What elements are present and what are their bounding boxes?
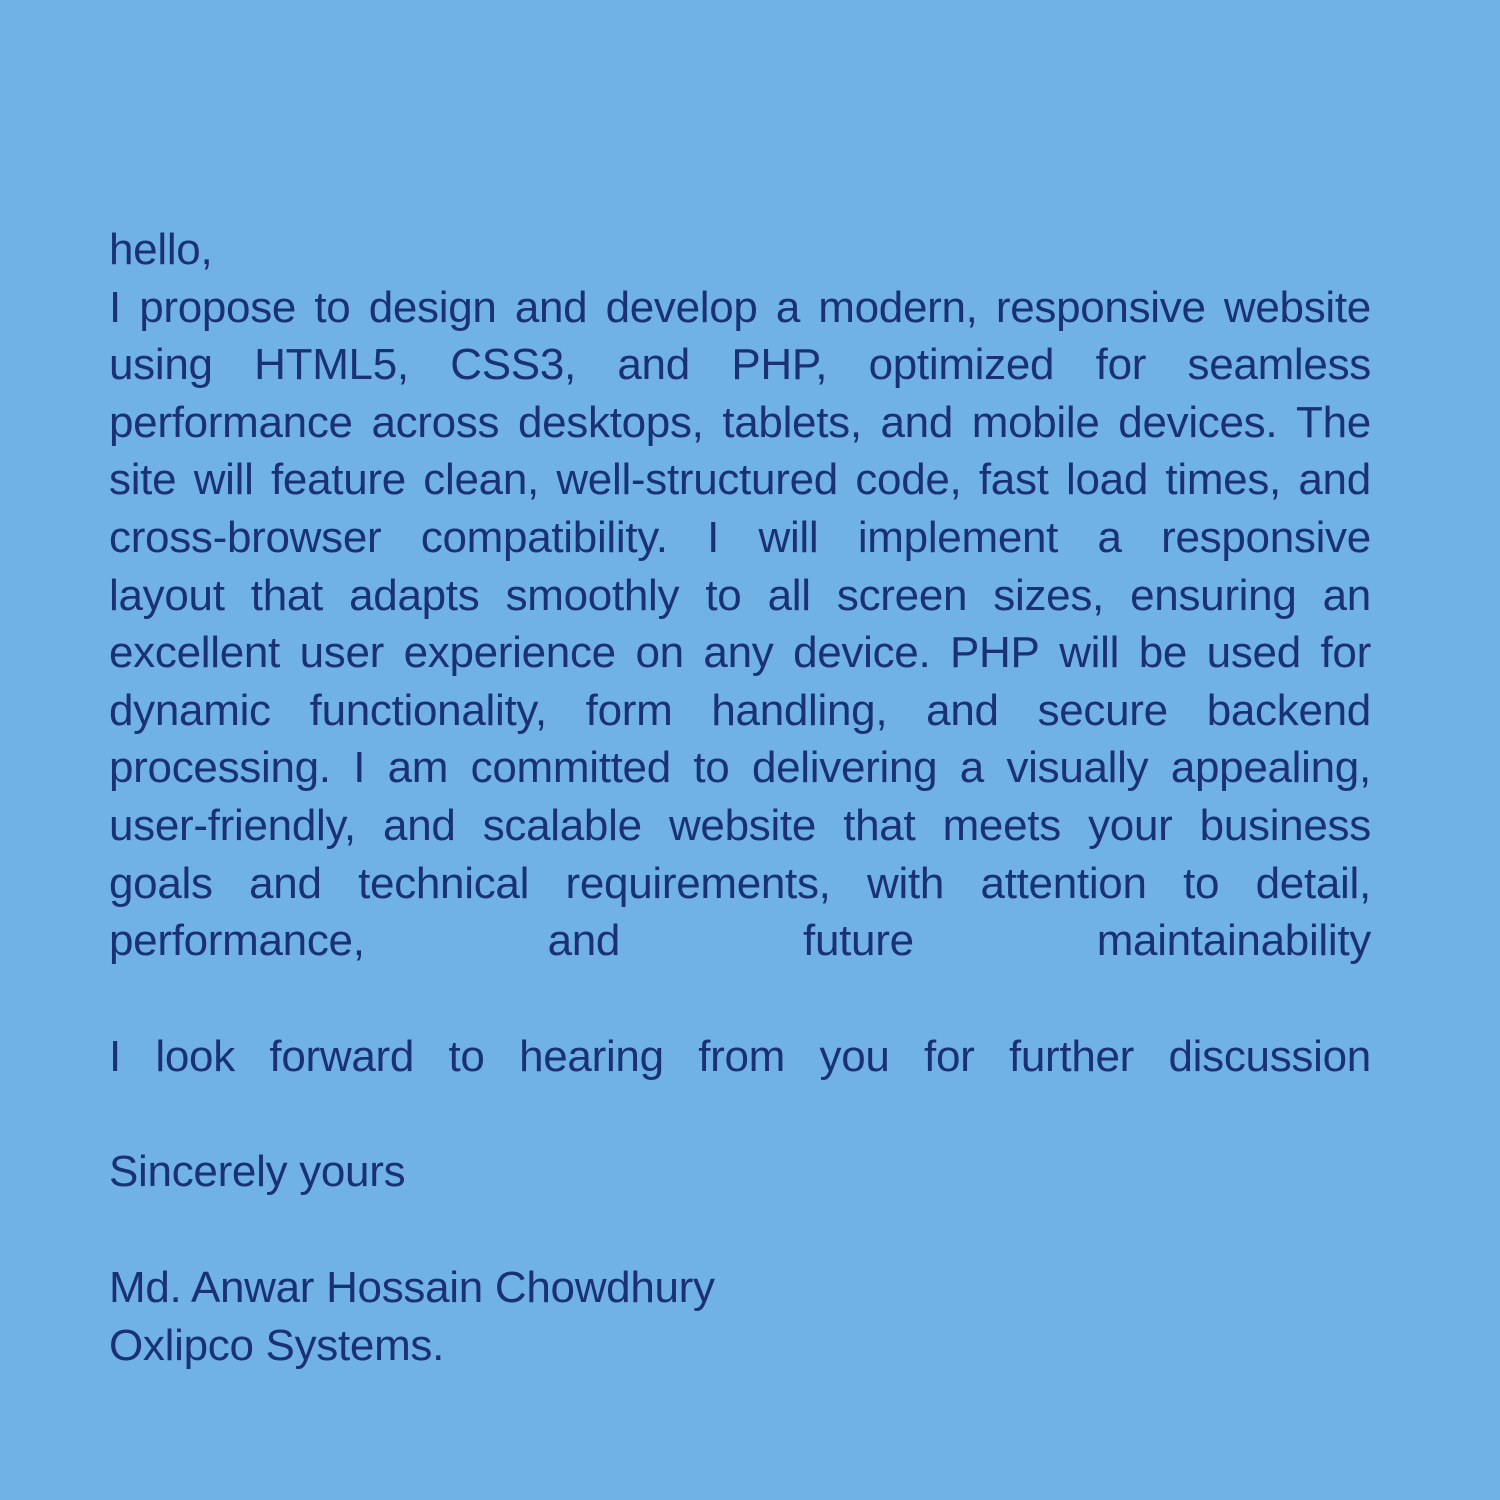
- word: CSS3,: [450, 340, 576, 390]
- word: times,: [1165, 455, 1281, 505]
- word: maintainability: [1096, 916, 1371, 966]
- word: and: [926, 685, 999, 735]
- word: a: [775, 282, 801, 332]
- word: to: [314, 282, 351, 332]
- word: devices.: [1118, 397, 1278, 447]
- word: will: [758, 512, 819, 562]
- body-line-3: [109, 394, 1371, 452]
- word: I: [707, 512, 720, 562]
- word: goals: [109, 858, 213, 908]
- word: responsive: [995, 282, 1206, 332]
- word: sizes,: [993, 570, 1104, 620]
- word: fast: [978, 455, 1049, 505]
- word: design: [368, 282, 497, 332]
- word: compatibility.: [420, 512, 668, 562]
- word: The: [1296, 397, 1371, 447]
- word: develop: [605, 282, 758, 332]
- closing-line: [109, 1028, 1371, 1086]
- word: adapts: [349, 570, 480, 620]
- greeting: hello,: [109, 225, 213, 274]
- word: handling,: [711, 685, 888, 735]
- word: delivering: [751, 743, 938, 793]
- word: cross-browser: [109, 512, 382, 562]
- word: and: [547, 916, 621, 966]
- word: to: [1183, 858, 1220, 908]
- word: HTML5,: [254, 340, 409, 390]
- word: forward: [269, 1031, 415, 1081]
- word: PHP: [950, 628, 1040, 678]
- word: across: [371, 397, 500, 447]
- signature-company: Oxlipco Systems.: [109, 1320, 445, 1370]
- word: excellent: [109, 628, 280, 678]
- body-line-7: [109, 624, 1371, 682]
- word: I: [353, 743, 366, 793]
- word: tablets,: [722, 397, 862, 447]
- word: discussion: [1168, 1031, 1371, 1081]
- word: for: [924, 1031, 975, 1081]
- word: load: [1066, 455, 1149, 505]
- word: screen: [836, 570, 968, 620]
- word: website: [1223, 282, 1371, 332]
- word: for: [1320, 628, 1371, 678]
- word: I: [109, 282, 121, 332]
- word: clean,: [423, 455, 539, 505]
- word: hearing: [519, 1031, 664, 1081]
- word: appealing,: [1170, 743, 1371, 793]
- signoff: Sincerely yours: [109, 1147, 406, 1197]
- paragraph-gap: [109, 1085, 1371, 1143]
- word: and: [514, 282, 588, 332]
- word: responsive: [1161, 512, 1371, 562]
- word: code,: [855, 455, 962, 505]
- word: performance,: [109, 916, 365, 966]
- word: site: [109, 455, 177, 505]
- word: with: [867, 858, 945, 908]
- body-line-11: [109, 855, 1371, 913]
- word: desktops,: [517, 397, 704, 447]
- word: user: [299, 628, 384, 678]
- word: device.: [793, 628, 931, 678]
- word: secure: [1037, 685, 1168, 735]
- word: technical: [358, 858, 530, 908]
- body-line-12: [109, 912, 1371, 970]
- paragraph-gap: [109, 970, 1371, 1028]
- word: that: [843, 800, 916, 850]
- word: a: [1097, 512, 1122, 562]
- word: user-friendly,: [109, 800, 356, 850]
- word: seamless: [1187, 340, 1371, 390]
- word: website: [668, 800, 817, 850]
- word: feature: [271, 455, 406, 505]
- body-line-5: [109, 509, 1371, 567]
- word: implement: [857, 512, 1059, 562]
- word: backend: [1206, 685, 1371, 735]
- word: dynamic: [109, 685, 271, 735]
- word: PHP,: [731, 340, 828, 390]
- word: committed: [470, 743, 671, 793]
- word: visually: [1006, 743, 1149, 793]
- word: a: [959, 743, 984, 793]
- word: to: [705, 570, 742, 620]
- word: will: [1059, 628, 1120, 678]
- body-line-2: [109, 336, 1371, 394]
- word: and: [383, 800, 456, 850]
- word: will: [193, 455, 254, 505]
- word: for: [1095, 340, 1147, 390]
- word: further: [1008, 1031, 1135, 1081]
- word: propose: [139, 282, 297, 332]
- word: be: [1138, 628, 1188, 678]
- word: business: [1199, 800, 1371, 850]
- body-line-8: [109, 682, 1371, 740]
- body-line-10: [109, 797, 1371, 855]
- word: functionality,: [309, 685, 547, 735]
- word: I: [109, 1031, 121, 1081]
- word: and: [1298, 455, 1371, 505]
- word: you: [819, 1031, 890, 1081]
- word: and: [249, 858, 322, 908]
- word: future: [803, 916, 914, 966]
- signature-name: Md. Anwar Hossain Chowdhury: [109, 1262, 715, 1312]
- word: optimized: [868, 340, 1055, 390]
- word: an: [1322, 570, 1371, 620]
- word: all: [767, 570, 811, 620]
- word: ensuring: [1130, 570, 1297, 620]
- word: well-structured: [556, 455, 838, 505]
- word: look: [155, 1031, 235, 1081]
- word: that: [250, 570, 323, 620]
- word: requirements,: [565, 858, 831, 908]
- word: from: [698, 1031, 786, 1081]
- word: detail,: [1255, 858, 1371, 908]
- word: form: [585, 685, 673, 735]
- word: and: [617, 340, 690, 390]
- letter-body: [109, 221, 1371, 1374]
- word: experience: [403, 628, 616, 678]
- body-line-9: [109, 739, 1371, 797]
- word: am: [387, 743, 449, 793]
- word: any: [703, 628, 774, 678]
- word: mobile: [971, 397, 1100, 447]
- word: to: [448, 1031, 485, 1081]
- word: using: [109, 340, 213, 390]
- word: modern,: [818, 282, 978, 332]
- word: your: [1088, 800, 1173, 850]
- paragraph-gap: [109, 1201, 1371, 1259]
- word: smoothly: [505, 570, 680, 620]
- word: and: [880, 397, 954, 447]
- word: processing.: [109, 743, 331, 793]
- body-line-1: [109, 279, 1371, 337]
- word: performance: [109, 397, 353, 447]
- word: layout: [109, 570, 225, 620]
- body-line-4: [109, 451, 1371, 509]
- word: to: [693, 743, 730, 793]
- body-line-6: [109, 567, 1371, 625]
- word: attention: [980, 858, 1147, 908]
- word: used: [1206, 628, 1301, 678]
- word: on: [635, 628, 684, 678]
- word: scalable: [482, 800, 642, 850]
- word: meets: [942, 800, 1061, 850]
